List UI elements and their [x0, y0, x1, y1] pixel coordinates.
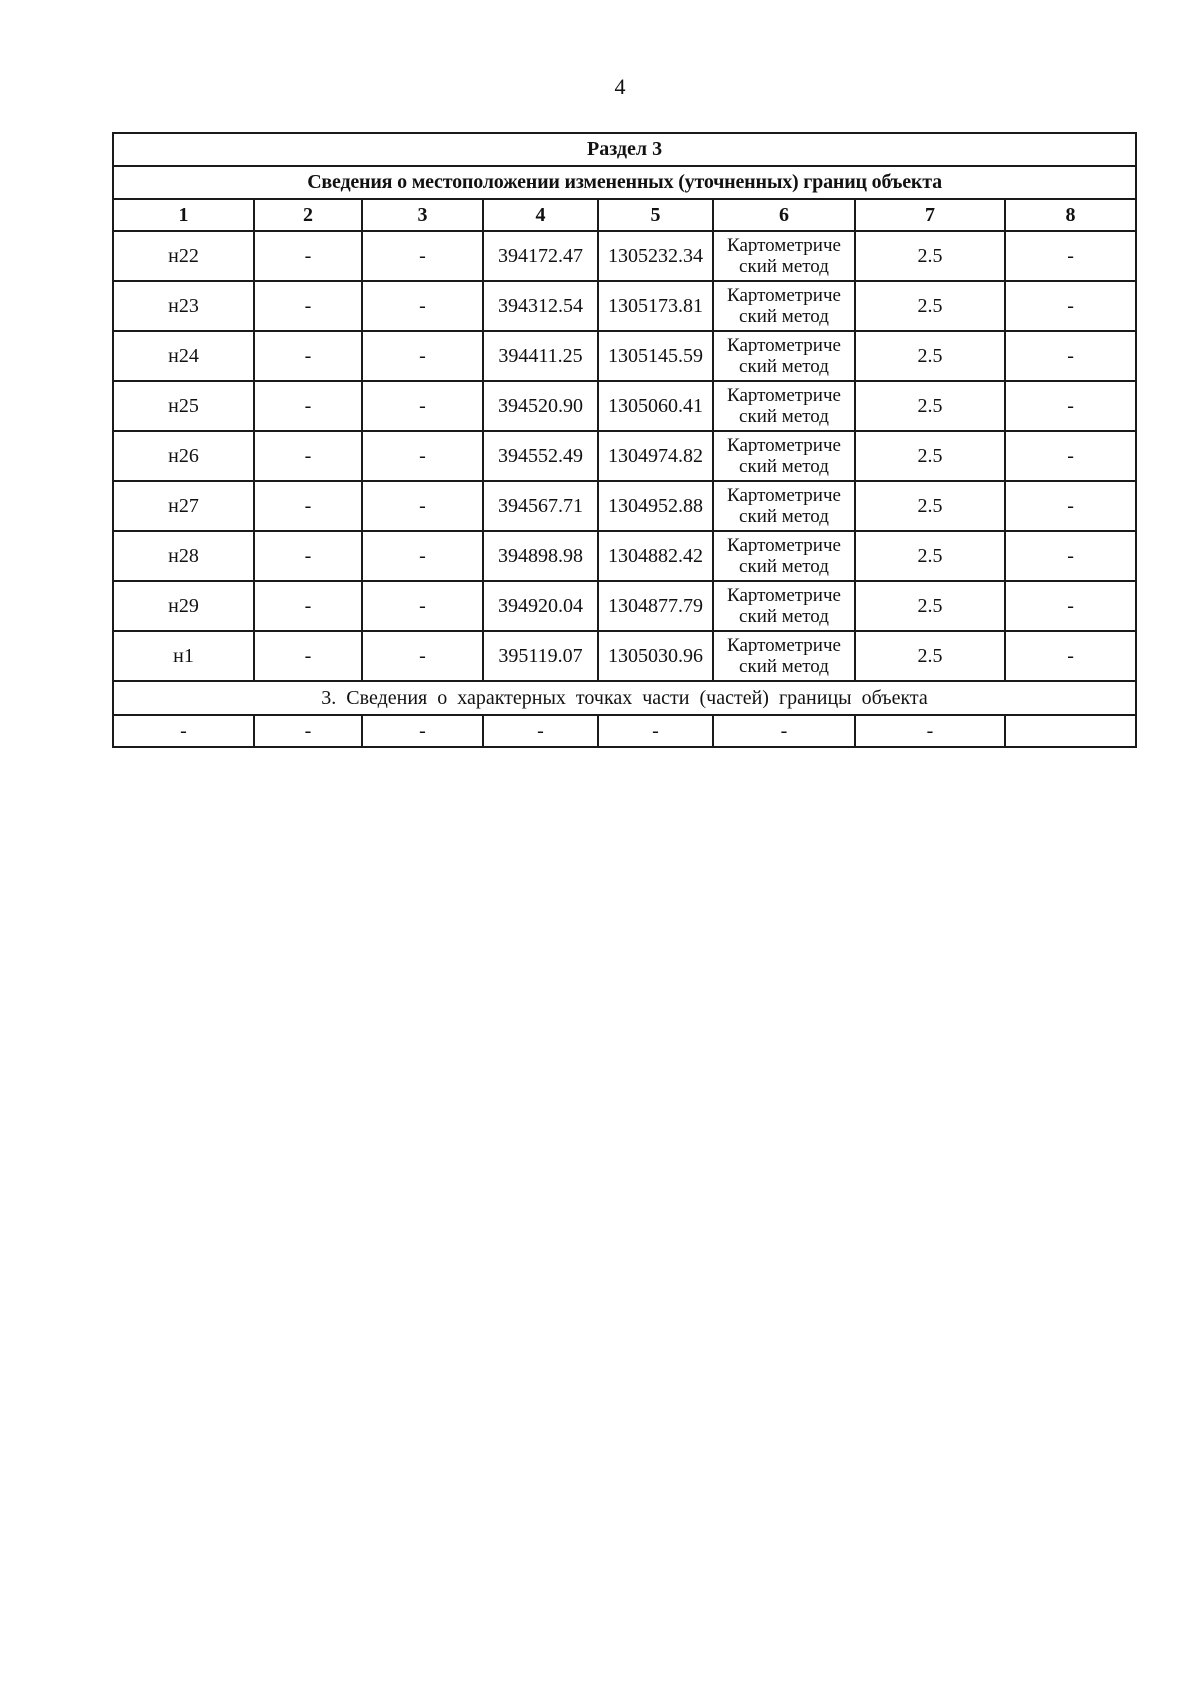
section-title: Раздел 3	[113, 133, 1136, 166]
coord-x: 394920.04	[483, 581, 598, 631]
cell-col2: -	[254, 331, 362, 381]
method-line2: ский метод	[739, 356, 829, 377]
table-row	[113, 231, 1136, 281]
coord-x: 394898.98	[483, 531, 598, 581]
column-header: 6	[713, 199, 855, 231]
method-line1: Картометриче	[727, 634, 841, 656]
empty-cell	[1005, 715, 1136, 747]
cell-col2: -	[254, 281, 362, 331]
point-name: н23	[113, 281, 254, 331]
table-row	[113, 431, 1136, 481]
column-header: 1	[113, 199, 254, 231]
cell-col8: -	[1005, 431, 1136, 481]
accuracy: 2.5	[855, 531, 1005, 581]
empty-cell: -	[113, 715, 254, 747]
method-cell	[713, 581, 855, 631]
table-row	[113, 281, 1136, 331]
coord-x: 394567.71	[483, 481, 598, 531]
accuracy: 2.5	[855, 381, 1005, 431]
cell-col3: -	[362, 381, 483, 431]
table-row	[113, 381, 1136, 431]
method-line2: ский метод	[739, 306, 829, 327]
method-line2: ский метод	[739, 656, 829, 677]
method-cell	[713, 531, 855, 581]
table-row	[113, 481, 1136, 531]
cell-col3: -	[362, 331, 483, 381]
cell-col3: -	[362, 281, 483, 331]
method-cell	[713, 231, 855, 281]
method-line2: ский метод	[739, 256, 829, 277]
accuracy: 2.5	[855, 231, 1005, 281]
point-name: н29	[113, 581, 254, 631]
empty-cell: -	[254, 715, 362, 747]
cell-col8: -	[1005, 531, 1136, 581]
cell-col8: -	[1005, 281, 1136, 331]
method-cell	[713, 631, 855, 681]
method-line1: Картометриче	[727, 234, 841, 256]
cell-col2: -	[254, 381, 362, 431]
method-line1: Картометриче	[727, 534, 841, 556]
method-cell	[713, 431, 855, 481]
point-name: н1	[113, 631, 254, 681]
method-line2: ский метод	[739, 556, 829, 577]
empty-cell: -	[855, 715, 1005, 747]
method-cell	[713, 481, 855, 531]
coord-x: 394312.54	[483, 281, 598, 331]
column-header: 2	[254, 199, 362, 231]
table-row	[113, 581, 1136, 631]
cell-col3: -	[362, 431, 483, 481]
accuracy: 2.5	[855, 581, 1005, 631]
accuracy: 2.5	[855, 631, 1005, 681]
cell-col2: -	[254, 531, 362, 581]
accuracy: 2.5	[855, 281, 1005, 331]
point-name: н27	[113, 481, 254, 531]
section-subtitle: Сведения о местоположении измененных (уточненных) границ объекта	[113, 166, 1136, 199]
method-line2: ский метод	[739, 506, 829, 527]
coord-x: 394552.49	[483, 431, 598, 481]
cell-col3: -	[362, 231, 483, 281]
coord-y: 1305030.96	[598, 631, 713, 681]
method-line1: Картометриче	[727, 434, 841, 456]
coord-x: 394172.47	[483, 231, 598, 281]
page-number: 4	[614, 74, 626, 99]
method-line2: ский метод	[739, 406, 829, 427]
method-line2: ский метод	[739, 606, 829, 627]
point-name: н25	[113, 381, 254, 431]
accuracy: 2.5	[855, 481, 1005, 531]
cell-col2: -	[254, 481, 362, 531]
empty-cell: -	[598, 715, 713, 747]
cell-col8: -	[1005, 231, 1136, 281]
empty-cell: -	[713, 715, 855, 747]
column-header: 3	[362, 199, 483, 231]
empty-cell: -	[483, 715, 598, 747]
cell-col8: -	[1005, 581, 1136, 631]
method-line1: Картометриче	[727, 384, 841, 406]
cell-col8: -	[1005, 481, 1136, 531]
method-line1: Картометриче	[727, 284, 841, 306]
column-header-row	[113, 199, 1136, 231]
point-name: н24	[113, 331, 254, 381]
column-header: 4	[483, 199, 598, 231]
coord-x: 394411.25	[483, 331, 598, 381]
empty-points-row	[113, 715, 1136, 747]
point-name: н28	[113, 531, 254, 581]
point-name: н22	[113, 231, 254, 281]
cell-col8: -	[1005, 331, 1136, 381]
cell-col3: -	[362, 481, 483, 531]
coord-x: 395119.07	[483, 631, 598, 681]
method-line2: ский метод	[739, 456, 829, 477]
coord-y: 1304952.88	[598, 481, 713, 531]
point-name: н26	[113, 431, 254, 481]
method-cell	[713, 381, 855, 431]
cell-col8: -	[1005, 631, 1136, 681]
table-row	[113, 531, 1136, 581]
cell-col8: -	[1005, 381, 1136, 431]
cell-col2: -	[254, 431, 362, 481]
coord-y: 1304882.42	[598, 531, 713, 581]
coord-y: 1305232.34	[598, 231, 713, 281]
coord-x: 394520.90	[483, 381, 598, 431]
cell-col3: -	[362, 631, 483, 681]
cell-col2: -	[254, 581, 362, 631]
table-row	[113, 331, 1136, 381]
coord-y: 1305173.81	[598, 281, 713, 331]
column-header: 5	[598, 199, 713, 231]
coord-y: 1305145.59	[598, 331, 713, 381]
cell-col3: -	[362, 531, 483, 581]
method-cell	[713, 331, 855, 381]
coord-y: 1304877.79	[598, 581, 713, 631]
empty-cell: -	[362, 715, 483, 747]
method-line1: Картометриче	[727, 584, 841, 606]
table-row	[113, 631, 1136, 681]
cell-col3: -	[362, 581, 483, 631]
method-line1: Картометриче	[727, 484, 841, 506]
section-note: 3. Сведения о характерных точках части (частей) границы объекта	[113, 681, 1136, 715]
accuracy: 2.5	[855, 431, 1005, 481]
coord-y: 1305060.41	[598, 381, 713, 431]
accuracy: 2.5	[855, 331, 1005, 381]
method-line1: Картометриче	[727, 334, 841, 356]
section-table	[112, 132, 1137, 748]
column-header: 7	[855, 199, 1005, 231]
cell-col2: -	[254, 231, 362, 281]
coord-y: 1304974.82	[598, 431, 713, 481]
column-header: 8	[1005, 199, 1136, 231]
cell-col2: -	[254, 631, 362, 681]
method-cell	[713, 281, 855, 331]
